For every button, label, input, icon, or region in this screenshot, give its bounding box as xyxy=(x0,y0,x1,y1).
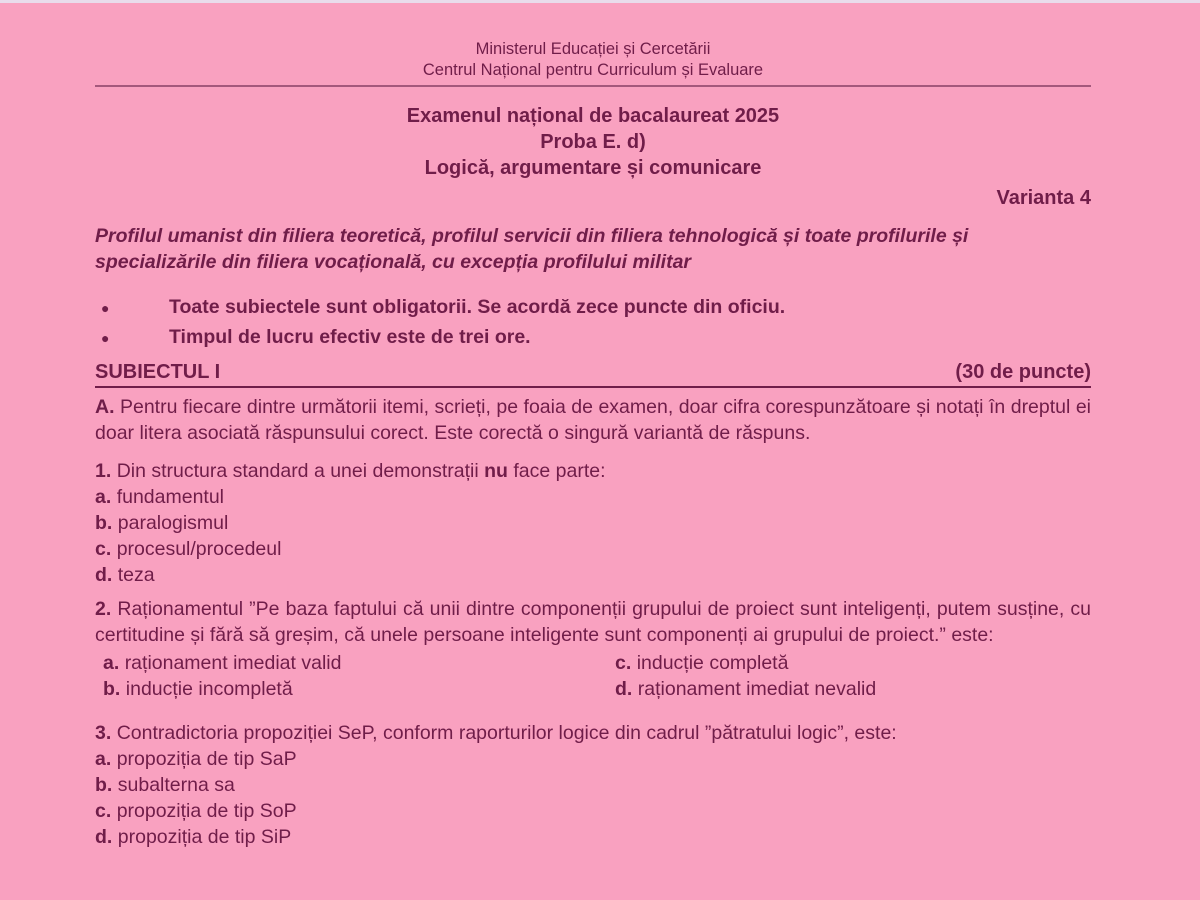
instruction-text: Timpul de lucru efectiv este de trei ore. xyxy=(169,326,531,348)
ministry-line: Ministerul Educației și Cercetării xyxy=(475,40,711,58)
option-text: propoziția de tip SaP xyxy=(116,748,297,770)
option-c xyxy=(95,798,1091,824)
title-block xyxy=(95,103,1091,181)
question-2-stem xyxy=(95,596,1091,648)
profile-note: Profilul umanist din filiera teoretică, profilul servicii din filiera tehnologică și toate profilurile și specializările din filiera vocațională, cu excepția profilului militar xyxy=(95,225,969,273)
center-line: Centrul Național pentru Curriculum și Evaluare xyxy=(422,61,764,79)
question-2-options xyxy=(95,650,1091,702)
question-text: Din structura standard a unei demonstrații xyxy=(116,460,479,482)
options-column-left xyxy=(95,650,615,702)
option-text: raționament imediat nevalid xyxy=(637,678,877,700)
instruction-item xyxy=(95,323,1091,353)
option-letter: a. xyxy=(95,486,112,508)
option-a xyxy=(95,484,1091,510)
option-text: inducție completă xyxy=(636,652,789,674)
question-text: Raționamentul ”Pe baza faptului că unii dintre componenții grupului de proiect sunt inteligenți, putem susține, cu certitudine și fără să greșim, că unele persoane inteligente sunt componenți ai grupului de proiect.” este: xyxy=(95,598,1091,646)
option-c xyxy=(95,536,1091,562)
option-d xyxy=(95,562,1091,588)
question-3 xyxy=(95,720,1091,850)
option-a xyxy=(103,650,615,676)
option-letter: c. xyxy=(95,538,112,560)
option-text: teza xyxy=(117,564,155,586)
instruction-item xyxy=(95,293,1091,323)
option-text: paralogismul xyxy=(117,512,229,534)
subject-line: Logică, argumentare și comunicare xyxy=(424,157,762,179)
option-letter: b. xyxy=(95,512,113,534)
option-letter: a. xyxy=(95,748,112,770)
variant-row xyxy=(95,185,1091,211)
question-number: 3. xyxy=(95,722,112,744)
question-3-stem xyxy=(95,720,1091,746)
option-letter: d. xyxy=(95,564,113,586)
section-title: SUBIECTUL I xyxy=(95,361,221,383)
option-a xyxy=(95,746,1091,772)
bullet-icon: ● xyxy=(101,330,110,346)
variant-label: Varianta 4 xyxy=(996,187,1091,209)
option-letter: d. xyxy=(95,826,113,848)
question-1 xyxy=(95,458,1091,588)
option-b xyxy=(103,676,615,702)
option-b xyxy=(95,510,1091,536)
option-letter: b. xyxy=(95,774,113,796)
question-1-stem xyxy=(95,458,1091,484)
document-header xyxy=(95,39,1091,87)
option-letter: c. xyxy=(615,652,632,674)
instruction-text: Toate subiectele sunt obligatorii. Se acordă zece puncte din oficiu. xyxy=(169,296,786,318)
option-d xyxy=(615,676,876,702)
option-b xyxy=(95,772,1091,798)
option-letter: a. xyxy=(103,652,120,674)
option-text: procesul/procedeul xyxy=(116,538,282,560)
option-c xyxy=(615,650,876,676)
option-letter: d. xyxy=(615,678,633,700)
proba-line: Proba E. d) xyxy=(540,131,646,153)
option-letter: b. xyxy=(103,678,121,700)
question-text: face parte: xyxy=(513,460,606,482)
option-text: propoziția de tip SoP xyxy=(116,800,297,822)
options-column-right xyxy=(615,650,876,702)
question-emphasis: nu xyxy=(484,460,508,482)
question-number: 1. xyxy=(95,460,112,482)
exam-document-page xyxy=(95,39,1091,850)
option-text: inducție incompletă xyxy=(125,678,293,700)
part-a-text: Pentru fiecare dintre următorii itemi, scrieți, pe foaia de examen, doar cifra corespunzătoare și notați în dreptul ei doar litera asociată răspunsului corect. Este corectă o singură variantă de răspuns. xyxy=(95,396,1091,444)
window-top-edge xyxy=(0,0,1200,3)
question-number: 2. xyxy=(95,598,112,620)
section-points: (30 de puncte) xyxy=(955,361,1091,383)
bullet-icon: ● xyxy=(101,300,110,316)
option-d xyxy=(95,824,1091,850)
part-a-paragraph xyxy=(95,394,1091,446)
option-text: subalterna sa xyxy=(117,774,235,796)
question-2 xyxy=(95,596,1091,702)
option-text: fundamentul xyxy=(116,486,225,508)
section-1-heading xyxy=(95,359,1091,388)
option-text: propoziția de tip SiP xyxy=(117,826,292,848)
exam-title: Examenul național de bacalaureat 2025 xyxy=(406,105,780,127)
general-instructions xyxy=(95,293,1091,353)
question-text: Contradictoria propoziției SeP, conform raporturilor logice din cadrul ”pătratului logic”, este: xyxy=(116,722,897,744)
option-letter: c. xyxy=(95,800,112,822)
part-a-label: A. xyxy=(95,396,115,418)
option-text: raționament imediat valid xyxy=(124,652,342,674)
